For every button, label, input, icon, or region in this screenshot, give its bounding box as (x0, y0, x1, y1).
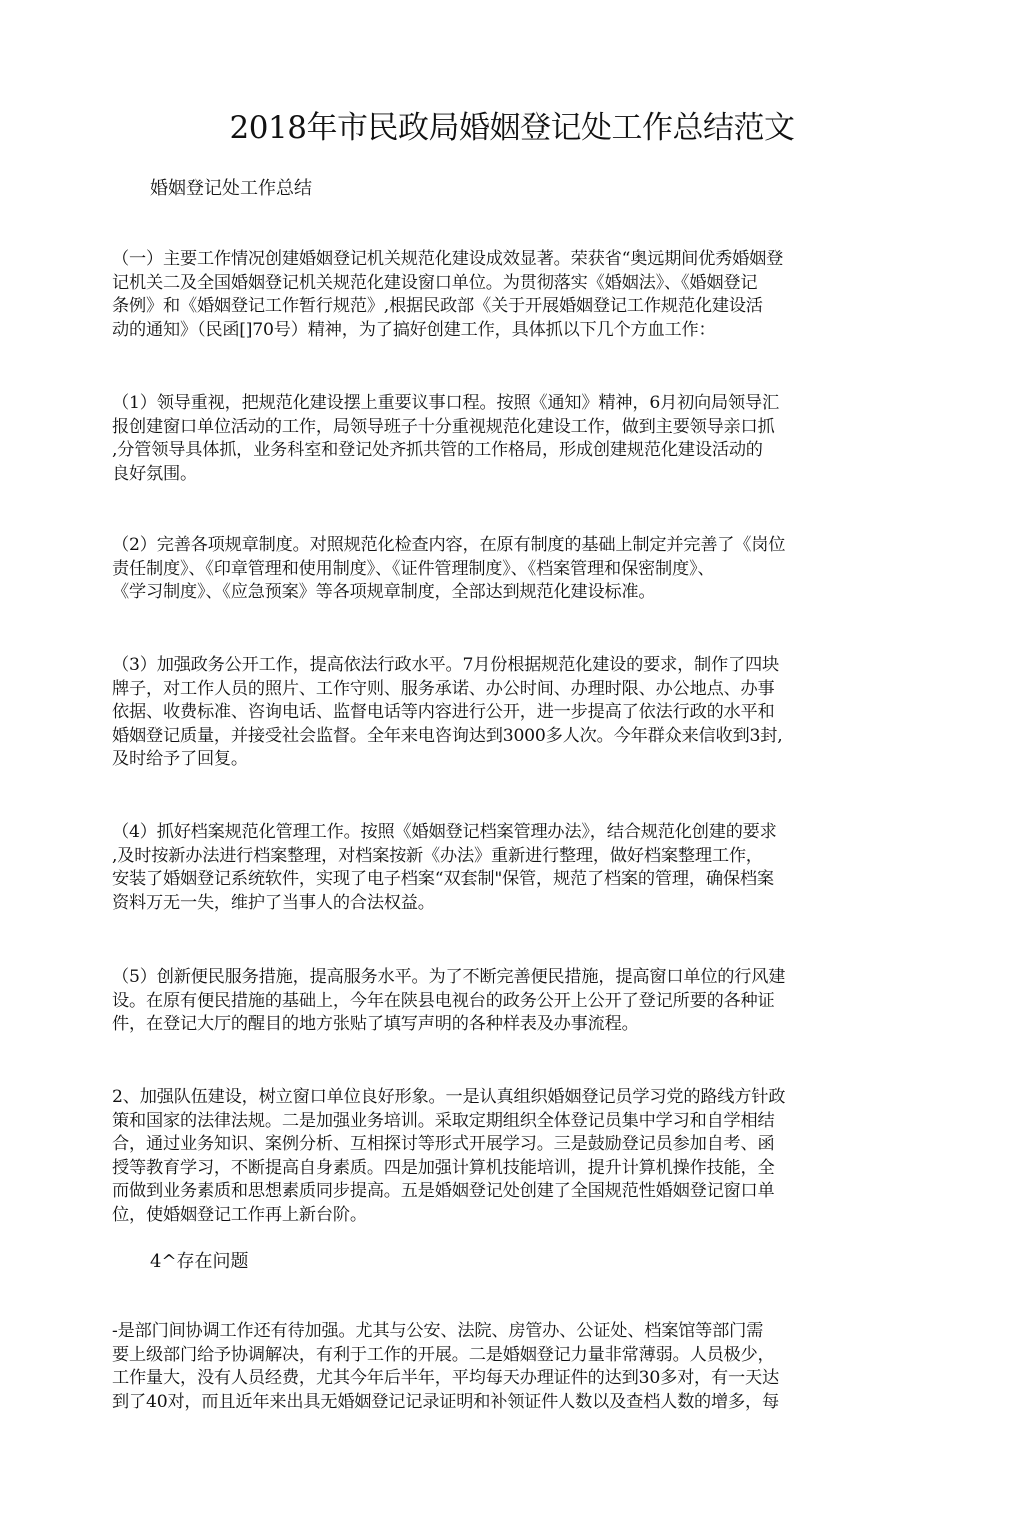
text-line: （5）创新便民服务措施，提高服务水平。为了不断完善便民措施，提高窗口单位的行风建 (112, 967, 786, 987)
text-line: 良好氛围。 (112, 463, 197, 484)
paragraph-overview (112, 248, 902, 342)
text-line: 设。在原有便民措施的基础上，今年在陕县电视台的政务公开上公开了登记所要的各种证 (112, 990, 775, 1011)
text-line: 合，通过业务知识、案例分析、互相探讨等形式开展学习。三是鼓励登记员参加自考、函 (112, 1134, 775, 1154)
text-line: （4）抓好档案规范化管理工作。按照《婚姻登记档案管理办法》，结合规范化创建的要求 (112, 822, 777, 842)
text-line: 工作量大，没有人员经费，尤其今年后半年，平均每天办理证件的达到30多对，有一天达 (112, 1368, 779, 1388)
text-line: 件，在登记大厅的醒目的地方张贴了填写声明的各种样表及办事流程。 (112, 1014, 639, 1034)
paragraph-item-2 (112, 534, 902, 605)
text-line: 到了40对，而且近年来出具无婚姻登记记录证明和补领证件人数以及查档人数的增多，每 (112, 1391, 779, 1412)
text-line: 动的通知》（民函[]70号）精神，为了搞好创建工作，具体抓以下几个方血工作： (112, 319, 716, 340)
paragraph-item-5 (112, 966, 902, 1037)
text-line: 安装了婚姻登记系统软件，实现了电子档案“双套制"保管，规范了档案的管理，确保档案 (112, 869, 774, 889)
text-line: 而做到业务素质和思想素质同步提高。五是婚姻登记处创建了全国规范性婚姻登记窗口单 (112, 1181, 775, 1201)
paragraph-team-building (112, 1086, 902, 1227)
text-line: 报创建窗口单位活动的工作，局领导班子十分重视规范化建设工作，做到主要领导亲口抓 (112, 416, 775, 437)
text-line: （1）领导重视，把规范化建设摆上重要议事口程。按照《通知》精神，6月初向局领导汇 (112, 393, 779, 413)
text-line: （一）主要工作情况创建婚姻登记机关规范化建设成效显著。荣获省“奥远期间优秀婚姻登 (112, 249, 784, 269)
paragraph-item-4 (112, 821, 902, 915)
text-line: 资料万无一失，维护了当事人的合法权益。 (112, 892, 435, 913)
text-line: 及时给予了回复。 (112, 749, 248, 769)
text-line: ,及时按新办法进行档案整理，对档案按新《办法》重新进行整理，做好档案整理工作， (112, 845, 763, 866)
text-line: 依据、收费标准、咨询电话、监督电话等内容进行公开，进一步提高了依法行政的水平和 (112, 702, 775, 722)
text-line: （2）完善各项规章制度。对照规范化检查内容，在原有制度的基础上制定并完善了《岗位 (112, 535, 786, 555)
text-line: 记机关二及全国婚姻登记机关规范化建设窗口单位。为贯彻落实《婚姻法》、《婚姻登记 (112, 272, 758, 293)
text-line: 婚姻登记质量，并接受社会监督。全年来电咨询达到3000多人次。今年群众来信收到3封, (112, 725, 783, 746)
paragraph-problems (112, 1320, 902, 1414)
text-line: -是部门间协调工作还有待加强。尤其与公安、法院、房管办、公证处、档案馆等部门需 (112, 1321, 764, 1341)
paragraph-item-1 (112, 392, 902, 486)
text-line: 授等教育学习，不断提高自身素质。四是加强计算机技能培训，提升计算机操作技能，全 (112, 1157, 775, 1178)
text-line: 《学习制度》、《应急预案》等各项规章制度，全部达到规范化建设标准。 (112, 582, 656, 602)
text-line: 责任制度》、《印章管理和使用制度》、《证件管理制度》、《档案管理和保密制度》、 (112, 558, 715, 579)
section-heading-problems: 4^存在问题 (150, 1251, 249, 1272)
text-line: 条例》和《婚姻登记工作暂行规范》,根据民政部《关于开展婚姻登记工作规范化建设活 (112, 296, 763, 316)
text-line: 2、加强队伍建设，树立窗口单位良好形象。一是认真组织婚姻登记员学习党的路线方针政 (112, 1087, 786, 1107)
paragraph-item-3 (112, 654, 902, 772)
text-line: （3）加强政务公开工作，提高依法行政水平。7月份根据规范化建设的要求，制作了四块 (112, 655, 779, 675)
text-line: 要上级部门给予协调解决，有利于工作的开展。二是婚姻登记力量非常薄弱。人员极少， (112, 1344, 775, 1365)
subtitle: 婚姻登记处工作总结 (150, 178, 312, 199)
text-line: ,分管领导具体抓，业务科室和登记处齐抓共管的工作格局，形成创建规范化建设活动的 (112, 440, 763, 460)
page-title: 2018年市民政局婚姻登记处工作总结范文 (229, 110, 795, 146)
text-line: 牌子，对工作人员的照片、工作守则、服务承诺、办公时间、办理时限、办公地点、办事 (112, 678, 775, 699)
text-line: 策和国家的法律法规。二是加强业务培训。采取定期组织全体登记员集中学习和自学相结 (112, 1110, 775, 1131)
text-line: 位，使婚姻登记工作再上新台阶。 (112, 1204, 367, 1225)
